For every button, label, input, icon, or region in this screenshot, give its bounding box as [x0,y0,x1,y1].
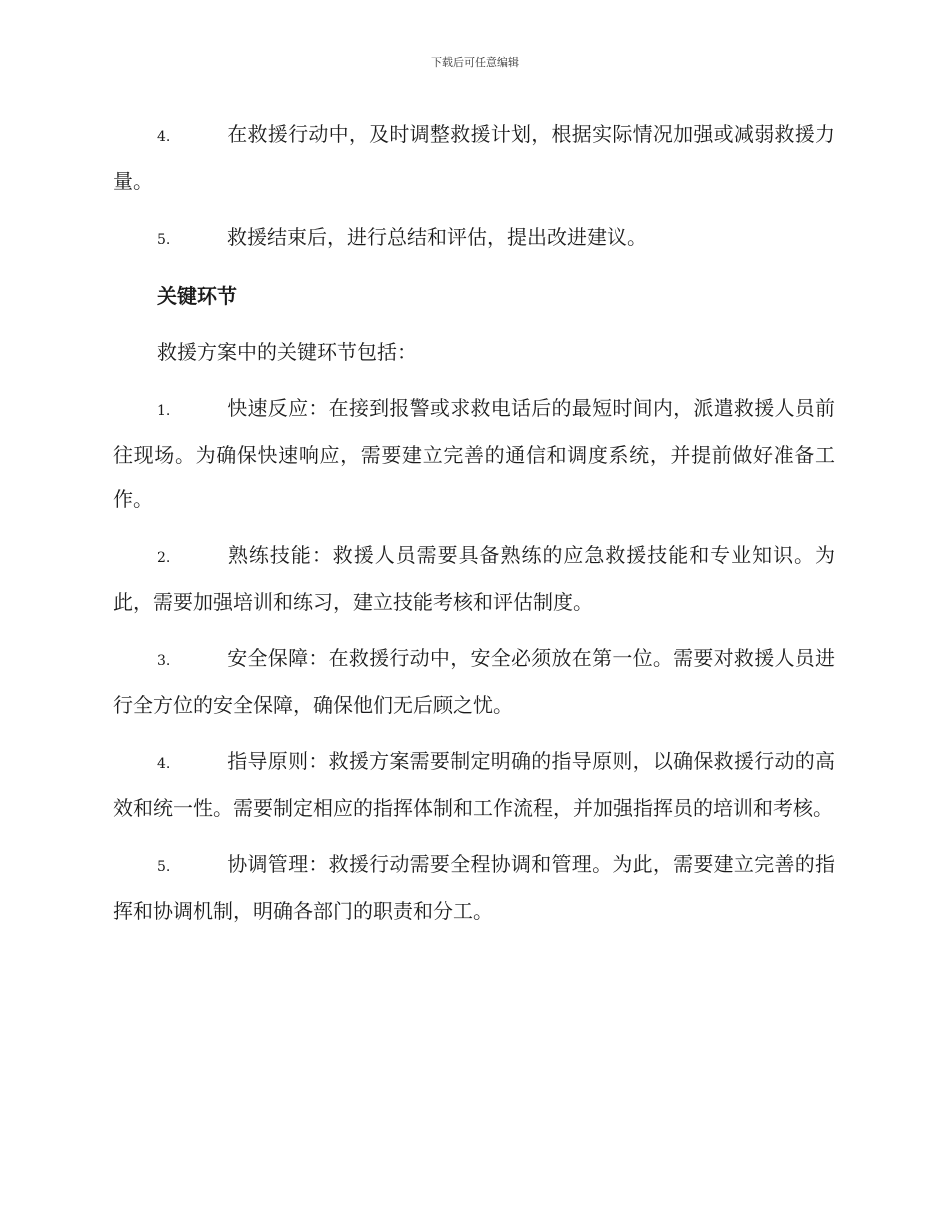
list-item-text: 快速反应：在接到报警或求救电话后的最短时间内，派遣救援人员前往现场。为确保快速响应，需要建立完善的通信和调度系统，并提前做好准备工作。 [113,396,835,511]
list-item-number: 4. [157,129,171,145]
section-heading: 关键环节 [157,284,237,308]
list-item-number: 1. [157,403,171,419]
list-item [113,739,835,830]
list-item-text: 救援结束后，进行总结和评估，提出改进建议。 [227,225,647,249]
list-item-text: 协调管理：救援行动需要全程协调和管理。为此，需要建立完善的指挥和协调机制，明确各部门的职责和分工。 [113,852,835,923]
list-item-text: 在救援行动中，及时调整救援计划，根据实际情况加强或减弱救援力量。 [113,122,835,193]
list-item [113,386,835,521]
list-item-text: 安全保障：在救援行动中，安全必须放在第一位。需要对救援人员进行全方位的安全保障，确保他们无后顾之忧。 [113,646,835,717]
list-item-number: 5. [157,859,171,875]
list-item-text: 熟练技能：救援人员需要具备熟练的应急救援技能和专业知识。为此，需要加强培训和练习，建立技能考核和评估制度。 [113,543,835,614]
document-body [113,112,835,945]
list-item [113,636,835,727]
list-item-number: 4. [157,756,171,772]
page-header: 下载后可任意编辑 [431,56,519,69]
list-item-number: 2. [157,550,171,566]
list-item [113,112,835,203]
list-item [113,215,835,262]
list-item-number: 5. [157,232,171,248]
list-item-number: 3. [157,653,171,669]
list-item-text: 指导原则：救援方案需要制定明确的指导原则，以确保救援行动的高效和统一性。需要制定相应的指挥体制和工作流程，并加强指挥员的培训和考核。 [113,749,835,820]
list-item [113,842,835,933]
section-intro: 救援方案中的关键环节包括： [157,340,417,364]
list-item [113,533,835,624]
